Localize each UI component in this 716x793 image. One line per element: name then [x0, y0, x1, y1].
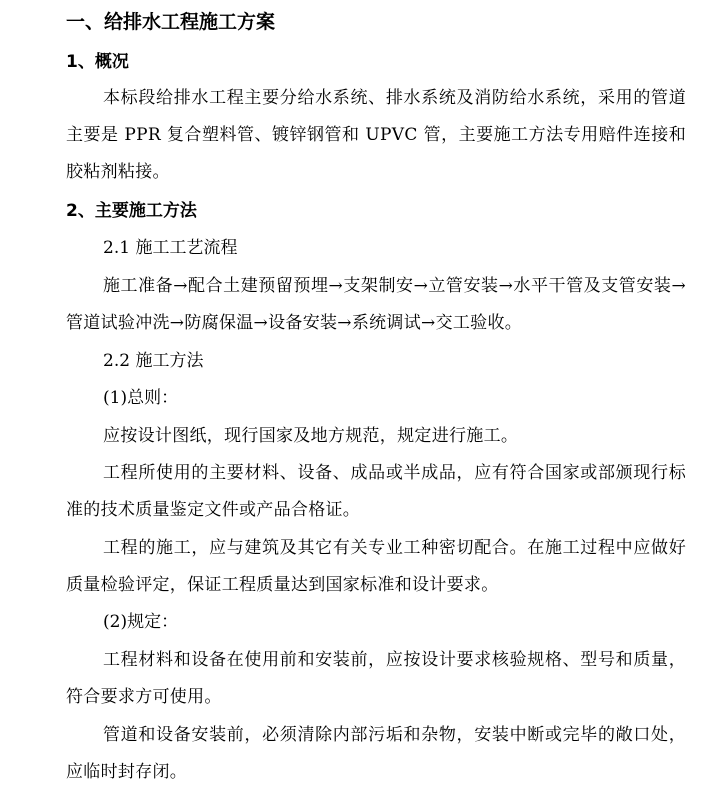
- document-title: 一、给排水工程施工方案: [66, 11, 276, 33]
- section-1-paragraph: 本标段给排水工程主要分给水系统、排水系统及消防给水系统，采用的管道主要是 PPR 复合塑料管、镀锌钢管和 UPVC 管，主要施工方法专用赔件连接和胶粘剂粘接。: [66, 88, 686, 182]
- section-2-heading: 2、主要施工方法: [66, 201, 197, 221]
- item-2-label: (2)规定：: [103, 612, 179, 632]
- general-paragraph-1: 应按设计图纸，现行国家及地方规范，规定进行施工。: [103, 426, 519, 446]
- subsection-2-2-heading: 2.2 施工方法: [103, 351, 204, 371]
- general-paragraph-3: 工程的施工，应与建筑及其它有关专业工种密切配合。在施工过程中应做好质量检验评定，保证工程质量达到国家标准和设计要求。: [66, 538, 686, 595]
- item-1-label: (1)总则：: [103, 388, 179, 408]
- general-paragraph-2: 工程所使用的主要材料、设备、成品或半成品，应有符合国家或部颁现行标准的技术质量鉴定文件或产品合格证。: [66, 463, 686, 520]
- rules-paragraph-1: 工程材料和设备在使用前和安装前，应按设计要求核验规格、型号和质量，符合要求方可使用。: [66, 650, 686, 707]
- subsection-2-1-heading: 2.1 施工工艺流程: [103, 238, 238, 258]
- process-flow-paragraph: 施工准备→配合土建预留预埋→支架制安→立管安装→水平干管及支管安装→管道试验冲洗→防腐保温→设备安装→系统调试→交工验收。: [66, 276, 686, 333]
- section-1-heading: 1、概况: [66, 52, 129, 72]
- rules-paragraph-2: 管道和设备安装前，必须清除内部污垢和杂物，安装中断或完毕的敞口处，应临时封存闭。: [66, 725, 686, 782]
